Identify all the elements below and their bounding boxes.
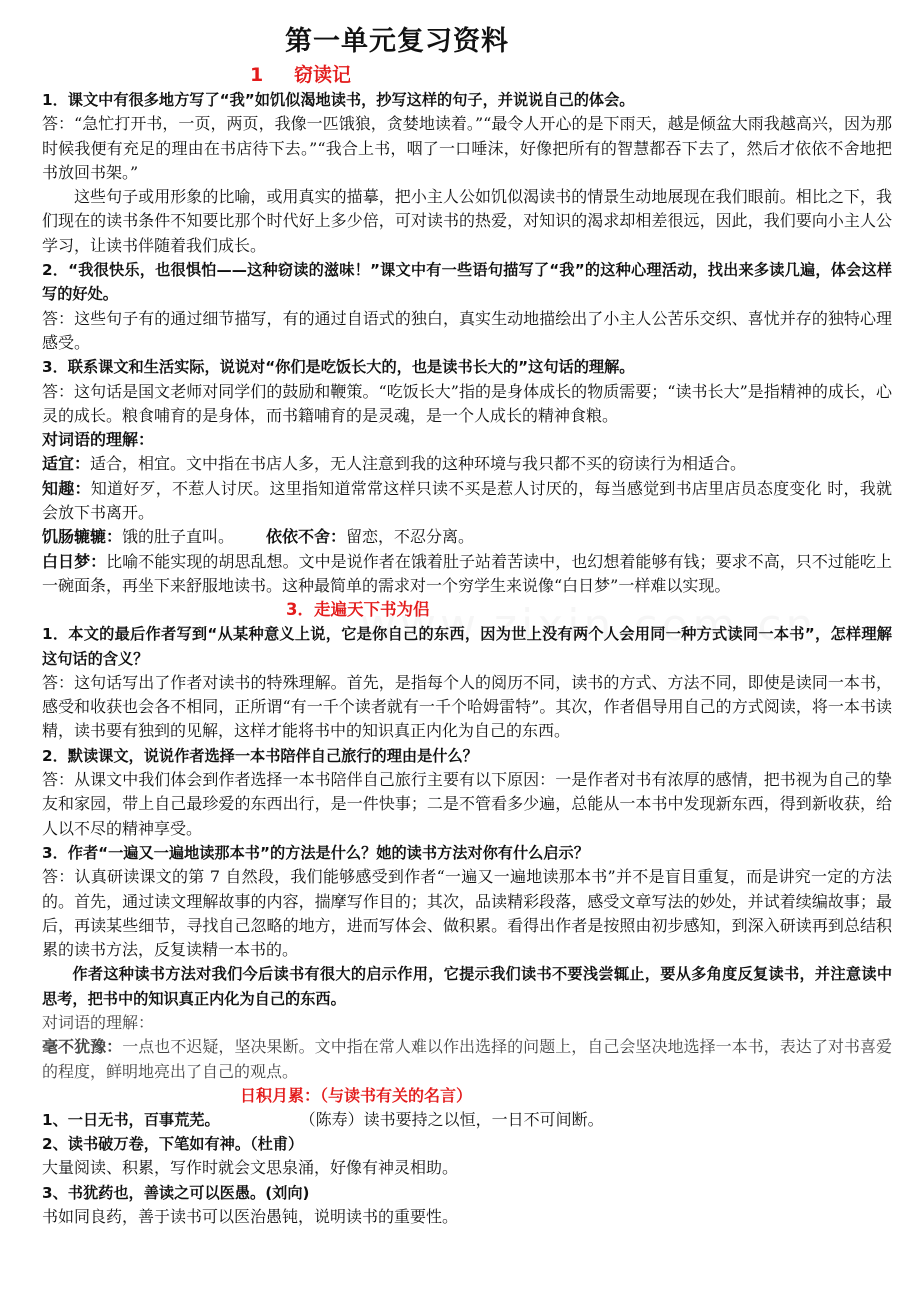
answer-3-3: 答：认真研读课文的第 7 自然段，我们能够感受到作者“一遍又一遍地读那本书”并不是盲目重复，而是讲究一定的方法的。首先，通过读文理解故事的内容，揣摩写作目的；其次，品读精彩段落，感受文章写法的妙处，并试着续编故事；最后，再读某些细节，寻找自己忽略的地方，进而写体会、做积累。看得出作者是按照由初步感知，到深入研读再到总结积累的读书方法，反复读精一本书的。 bbox=[42, 867, 892, 960]
answer-1-3: 答：这句话是国文老师对同学们的鼓励和鞭策。“吃饭长大”指的是身体成长的物质需要；“读书长大”是指精神的成长，心灵的成长。粮食哺育的是身体，而书籍哺育的是灵魂，是一个人成长的精神食粮。 bbox=[42, 381, 892, 425]
vocab-term: 依依不舍： bbox=[266, 527, 347, 547]
vocab-definition: 适合，相宜。文中指在书店人多，无人注意到我的这种环境与我只都不买的窃读行为相适合。 bbox=[90, 454, 747, 474]
answer-3-3-continued: 作者这种读书方法对我们今后读书有很大的启示作用，它提示我们读书不要浅尝辄止，要从多角度反复读书，并注意读中思考，把书中的知识真正内化为自己的东西。 bbox=[42, 965, 892, 1008]
vocab-definition: 比喻不能实现的胡思乱想。文中是说作者在饿着肚子站着苦读中，也幻想着能够有钱；要求不高，只不过能吃上一碗面条，再坐下来舒服地读书。这种最简单的需求对一个穷学生来说像“白日梦”一样难以实现。 bbox=[42, 551, 892, 595]
vocab-item-haobuyouyu bbox=[42, 1035, 892, 1084]
vocab-definition: 饿的肚子直叫。 bbox=[122, 527, 235, 547]
vocab-heading-1: 对词语的理解： bbox=[42, 430, 155, 450]
vocab-term: 饥肠辘辘： bbox=[42, 527, 123, 547]
lesson-1-heading bbox=[42, 62, 892, 88]
vocab-definition: 一点也不迟疑，坚决果断。文中指在常人难以作出选择的问题上，自己会坚决地选择一本书，表达了对书喜爱的程度，鲜明地亮出了自己的观点。 bbox=[42, 1037, 892, 1081]
vocab-definition: 知道好歹，不惹人讨厌。这里指知道常常这样只读不买是惹人讨厌的，每当感觉到书店里店员态度变化 时，我就会放下书离开。 bbox=[42, 478, 892, 523]
answer-1-1-continued: 这些句子或用形象的比喻，或用真实的描摹，把小主人公如饥似渴读书的情景生动地展现在我们眼前。相比之下，我们现在的读书条件不知要比那个时代好上多少倍，可对读书的热爱，对知识的渴求却相差很远，因此，我们要向小主人公学习，让读书伴随着我们成长。 bbox=[42, 187, 892, 255]
lesson-1-number: 1 bbox=[250, 64, 264, 86]
vocab-item-zhiqu bbox=[42, 477, 892, 526]
answer-3-1: 答：这句话写出了作者对读书的特殊理解。首先，是指每个人的阅历不同，读书的方式、方法不同，即使是读同一本书，感受和收获也会各不相同，正所谓“有一千个读者就有一千个哈姆雷特”。其次，作者倡导用自己的方式阅读，将一本书读精，读书要有独到的见解，这样才能将书中的知识真正内化为自己的东西。 bbox=[42, 672, 892, 741]
page-title: 第一单元复习资料 bbox=[285, 26, 509, 57]
document-page bbox=[42, 22, 892, 1229]
vocab-term: 适宜： bbox=[42, 454, 91, 474]
answer-3-2: 答：从课文中我们体会到作者选择一本书陪伴自己旅行主要有以下原因：一是作者对书有浓厚的感情，把书视为自己的挚友和家园，带上自己最珍爱的东西出行，是一件快事；二是不管看多少遍，总能从一本书中发现新东西，得到新收获，给人以不尽的精神享受。 bbox=[42, 770, 892, 838]
quote-explanation: 读书要持之以恒，一日不可间断。 bbox=[363, 1109, 604, 1129]
quote-3: 3、书犹药也，善读之可以医愚。(刘向) bbox=[42, 1183, 310, 1202]
vocab-item-jichang bbox=[42, 525, 892, 549]
vocab-term: 毫不犹豫： bbox=[42, 1037, 123, 1057]
answer-1-2: 答：这些句子有的通过细节描写，有的通过自语式的独白，真实生动地描绘出了小主人公苦乐交织、喜忧并存的独特心理感受。 bbox=[42, 308, 892, 352]
vocab-term: 知趣： bbox=[42, 478, 91, 498]
vocab-item-shiyi bbox=[42, 452, 892, 476]
question-1-3: 3．联系课文和生活实际，说说对“你们是吃饭长大的，也是读书长大的”这句话的理解。 bbox=[42, 358, 635, 377]
quote-source: （陈寿） bbox=[299, 1109, 364, 1129]
lesson-1-name: 窃读记 bbox=[294, 64, 352, 86]
quotes-heading: 日积月累：（与读书有关的名言） bbox=[240, 1085, 473, 1105]
quote-3-explanation: 书如同良药，善于读书可以医治愚钝，说明读书的重要性。 bbox=[42, 1207, 459, 1227]
question-1-1: 1．课文中有很多地方写了“我”如饥似渴地读书，抄写这样的句子，并说说自己的体会。 bbox=[42, 91, 635, 109]
vocab-term: 白日梦： bbox=[42, 551, 107, 571]
question-1-2: 2．“我很快乐，也很惧怕——这种窃读的滋味！”课文中有一些语句描写了“我”的这种心理活动，找出来多读几遍，体会这样写的好处。 bbox=[42, 261, 892, 304]
vocab-item-bairimeng bbox=[42, 550, 892, 599]
quote-1 bbox=[42, 1108, 892, 1132]
quote-2-explanation: 大量阅读、积累，写作时就会文思泉涌，好像有神灵相助。 bbox=[42, 1158, 459, 1178]
quote-2: 2、读书破万卷，下笔如有神。（杜甫） bbox=[42, 1135, 304, 1154]
question-3-2: 2．默读课文，说说作者选择一本书陪伴自己旅行的理由是什么？ bbox=[42, 746, 478, 765]
vocab-heading-3: 对词语的理解： bbox=[42, 1012, 155, 1032]
question-3-3: 3．作者“一遍又一遍地读那本书”的方法是什么？她的读书方法对你有什么启示？ bbox=[42, 843, 589, 862]
lesson-3-heading: 3．走遍天下书为侣 bbox=[286, 600, 430, 620]
vocab-definition: 留恋，不忍分离。 bbox=[346, 527, 475, 547]
quote-text: 1、一日无书，百事荒芜。 bbox=[42, 1110, 220, 1129]
answer-1-1: 答：“急忙打开书，一页，两页，我像一匹饿狼，贪婪地读着。”“最令人开心的是下雨天，越是倾盆大雨我越高兴，因为那时候我便有充足的理由在书店待下去。”“我合上书，咽了一口唾沫，好像把所有的智慧都吞下去了，然后才依依不舍地把书放回书架。” bbox=[42, 114, 892, 182]
question-3-1: 1．本文的最后作者写到“从某种意义上说，它是你自己的东西，因为世上没有两个人会用同一种方式读同一本书”，怎样理解这句话的含义？ bbox=[42, 625, 892, 668]
